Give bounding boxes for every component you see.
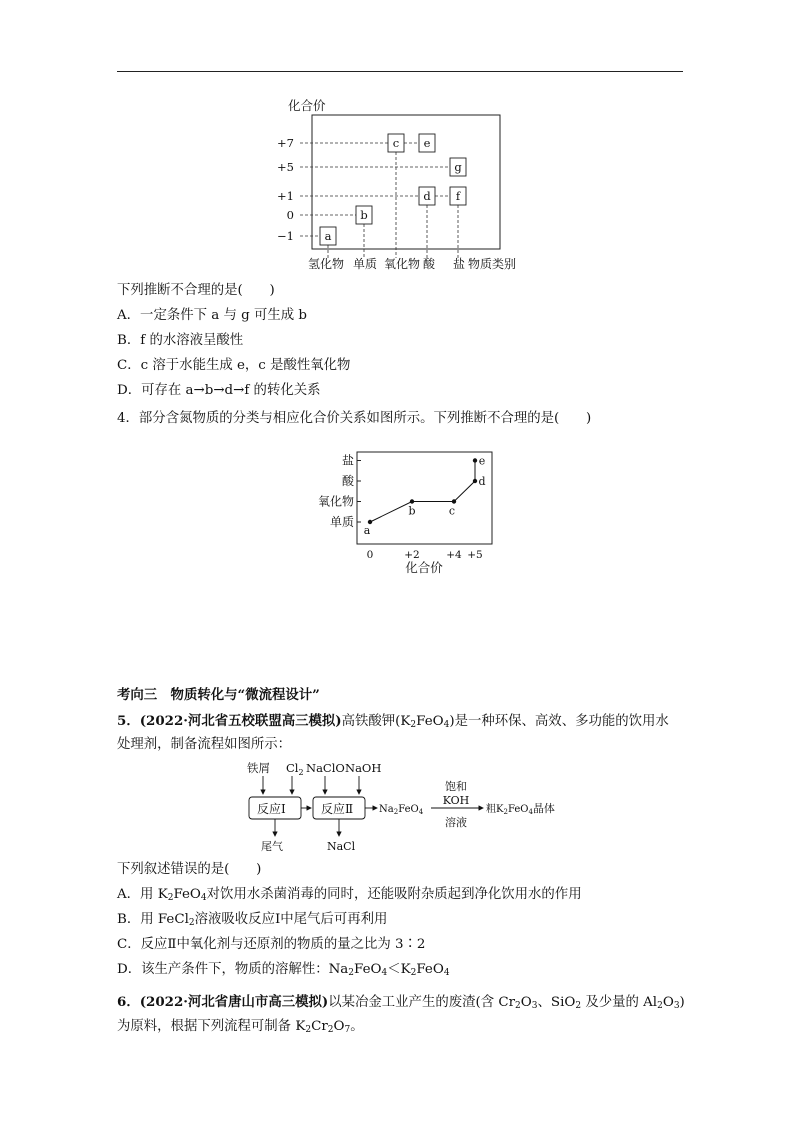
input-cl2: $Cl_2$ [286, 761, 304, 777]
intermediate-na2feo4: $Na_2FeO_4$ [379, 804, 424, 816]
y-category-label: 盐 [341, 453, 354, 468]
x-tick-label: +4 [446, 549, 462, 561]
x-tick-label: 0 [366, 549, 374, 561]
input-iron: 铁屑 [247, 761, 270, 775]
input-naoh: NaOH [345, 761, 382, 775]
q5-text-b: FeO [416, 714, 444, 729]
point-b: b [360, 208, 368, 222]
q5-line2: 处理剂，制备流程如图所示： [117, 737, 292, 752]
tick-minus1: −1 [277, 229, 294, 243]
q5-stem: 下列叙述错误的是( ) [117, 862, 262, 877]
reagent-solution: 溶液 [445, 816, 467, 829]
xlabel-oxide: 氧化物 [384, 257, 421, 271]
q6-source: 6．(2022·河北省唐山市高三模拟) [117, 994, 329, 1010]
q5-option-b: B．用 FeCl$_2$溶液吸收反应Ⅰ中尾气后可再利用 [117, 912, 388, 928]
xlabel-element: 单质 [353, 257, 378, 271]
x-tick-label: +2 [404, 549, 420, 561]
q6-line1: 6．(2022·河北省唐山市高三模拟)以某冶金工业产生的废渣(含 $Cr_2O_3$、SiO$_2$ 及少量的 $Al_2O_3$) [117, 994, 685, 1011]
q5-option-c: C．反应Ⅱ中氧化剂与还原剂的物质的量之比为 3∶2 [117, 937, 426, 952]
data-label-e: e [478, 454, 486, 468]
tick-plus1: +1 [277, 189, 294, 203]
data-point-d [473, 479, 477, 483]
point-e: e [423, 136, 431, 150]
q3-option-d: D．可存在 a→b→d→f 的转化关系 [117, 383, 321, 398]
valence-diagram-chlorine [270, 92, 532, 272]
output-nacl: NaCl [327, 840, 356, 853]
input-naclo: NaClO [306, 761, 345, 775]
point-c: c [392, 136, 400, 150]
chart1-ylabel: 化合价 [288, 98, 326, 113]
q3-option-a: A．一定条件下 a 与 g 可生成 b [117, 308, 307, 323]
q5-option-d: D．该生产条件下，物质的溶解性：$Na_2FeO_4<K_2FeO_4$ [117, 962, 450, 978]
box-reaction-2: 反应Ⅱ [321, 802, 354, 816]
series-line [370, 461, 475, 523]
y-category-label: 酸 [341, 474, 354, 488]
q5-text-c: )是一种环保、高效、多功能的饮用水 [449, 714, 669, 729]
q5-line1: 5．(2022·河北省五校联盟高三模拟)高铁酸钾$(K_2FeO_4)$是一种环保、高效、多功能的饮用水 [117, 713, 669, 730]
chart2-xlabel: 化合价 [405, 560, 443, 575]
q3-stem: 下列推断不合理的是( ) [117, 283, 275, 298]
data-label-b: b [408, 504, 416, 518]
nitrogen-chart [300, 446, 500, 576]
output-tailgas: 尾气 [261, 840, 283, 853]
tick-0: 0 [286, 208, 294, 222]
box-reaction-1: 反应Ⅰ [257, 802, 286, 816]
data-point-c [452, 499, 456, 503]
reagent-koh: KOH [442, 794, 470, 807]
tick-plus7: +7 [277, 136, 294, 150]
flow-diagram [245, 756, 575, 856]
top-rule [117, 71, 683, 72]
section-heading: 考向三 物质转化与“微流程设计” [117, 687, 320, 703]
xlabel-salt: 盐 [453, 257, 466, 271]
data-point-b [410, 499, 414, 503]
y-category-label: 氧化物 [317, 494, 354, 509]
data-point-e [473, 458, 477, 462]
xlabel-acid: 酸 [423, 257, 436, 271]
point-d: d [423, 189, 431, 203]
data-label-a: a [363, 524, 371, 537]
point-g: g [454, 160, 462, 174]
q4-stem: 4．部分含氮物质的分类与相应化合价关系如图所示。下列推断不合理的是( ) [117, 411, 592, 426]
data-label-d: d [478, 475, 486, 488]
q5-option-a: A．用 $K_2FeO_4$对饮用水杀菌消毒的同时，还能吸附杂质起到净化饮用水的作用 [117, 887, 582, 903]
data-label-c: c [448, 504, 456, 518]
product-crude-k2feo4: 粗$K_2FeO_4$晶体 [486, 802, 555, 816]
point-a: a [324, 229, 332, 243]
q3-option-c: C．c 溶于水能生成 e，c 是酸性氧化物 [117, 358, 351, 373]
x-tick-label: +5 [467, 549, 483, 561]
q6-line2: 为原料，根据下列流程可制备 $K_2Cr_2O_7$。 [117, 1019, 364, 1035]
chart2-frame [357, 452, 492, 544]
q5-text-a: 高铁酸钾(K [341, 714, 411, 729]
xlabel-hydride: 氢化物 [308, 257, 345, 271]
xaxis-title: 物质类别 [468, 257, 517, 271]
reagent-saturated: 饱和 [445, 780, 467, 793]
tick-plus5: +5 [277, 160, 294, 174]
chart1-frame [312, 115, 500, 249]
point-f: f [455, 189, 461, 203]
y-category-label: 单质 [329, 515, 354, 529]
q3-option-b: B．f 的水溶液呈酸性 [117, 333, 244, 348]
q5-source: 5．(2022·河北省五校联盟高三模拟) [117, 713, 342, 729]
